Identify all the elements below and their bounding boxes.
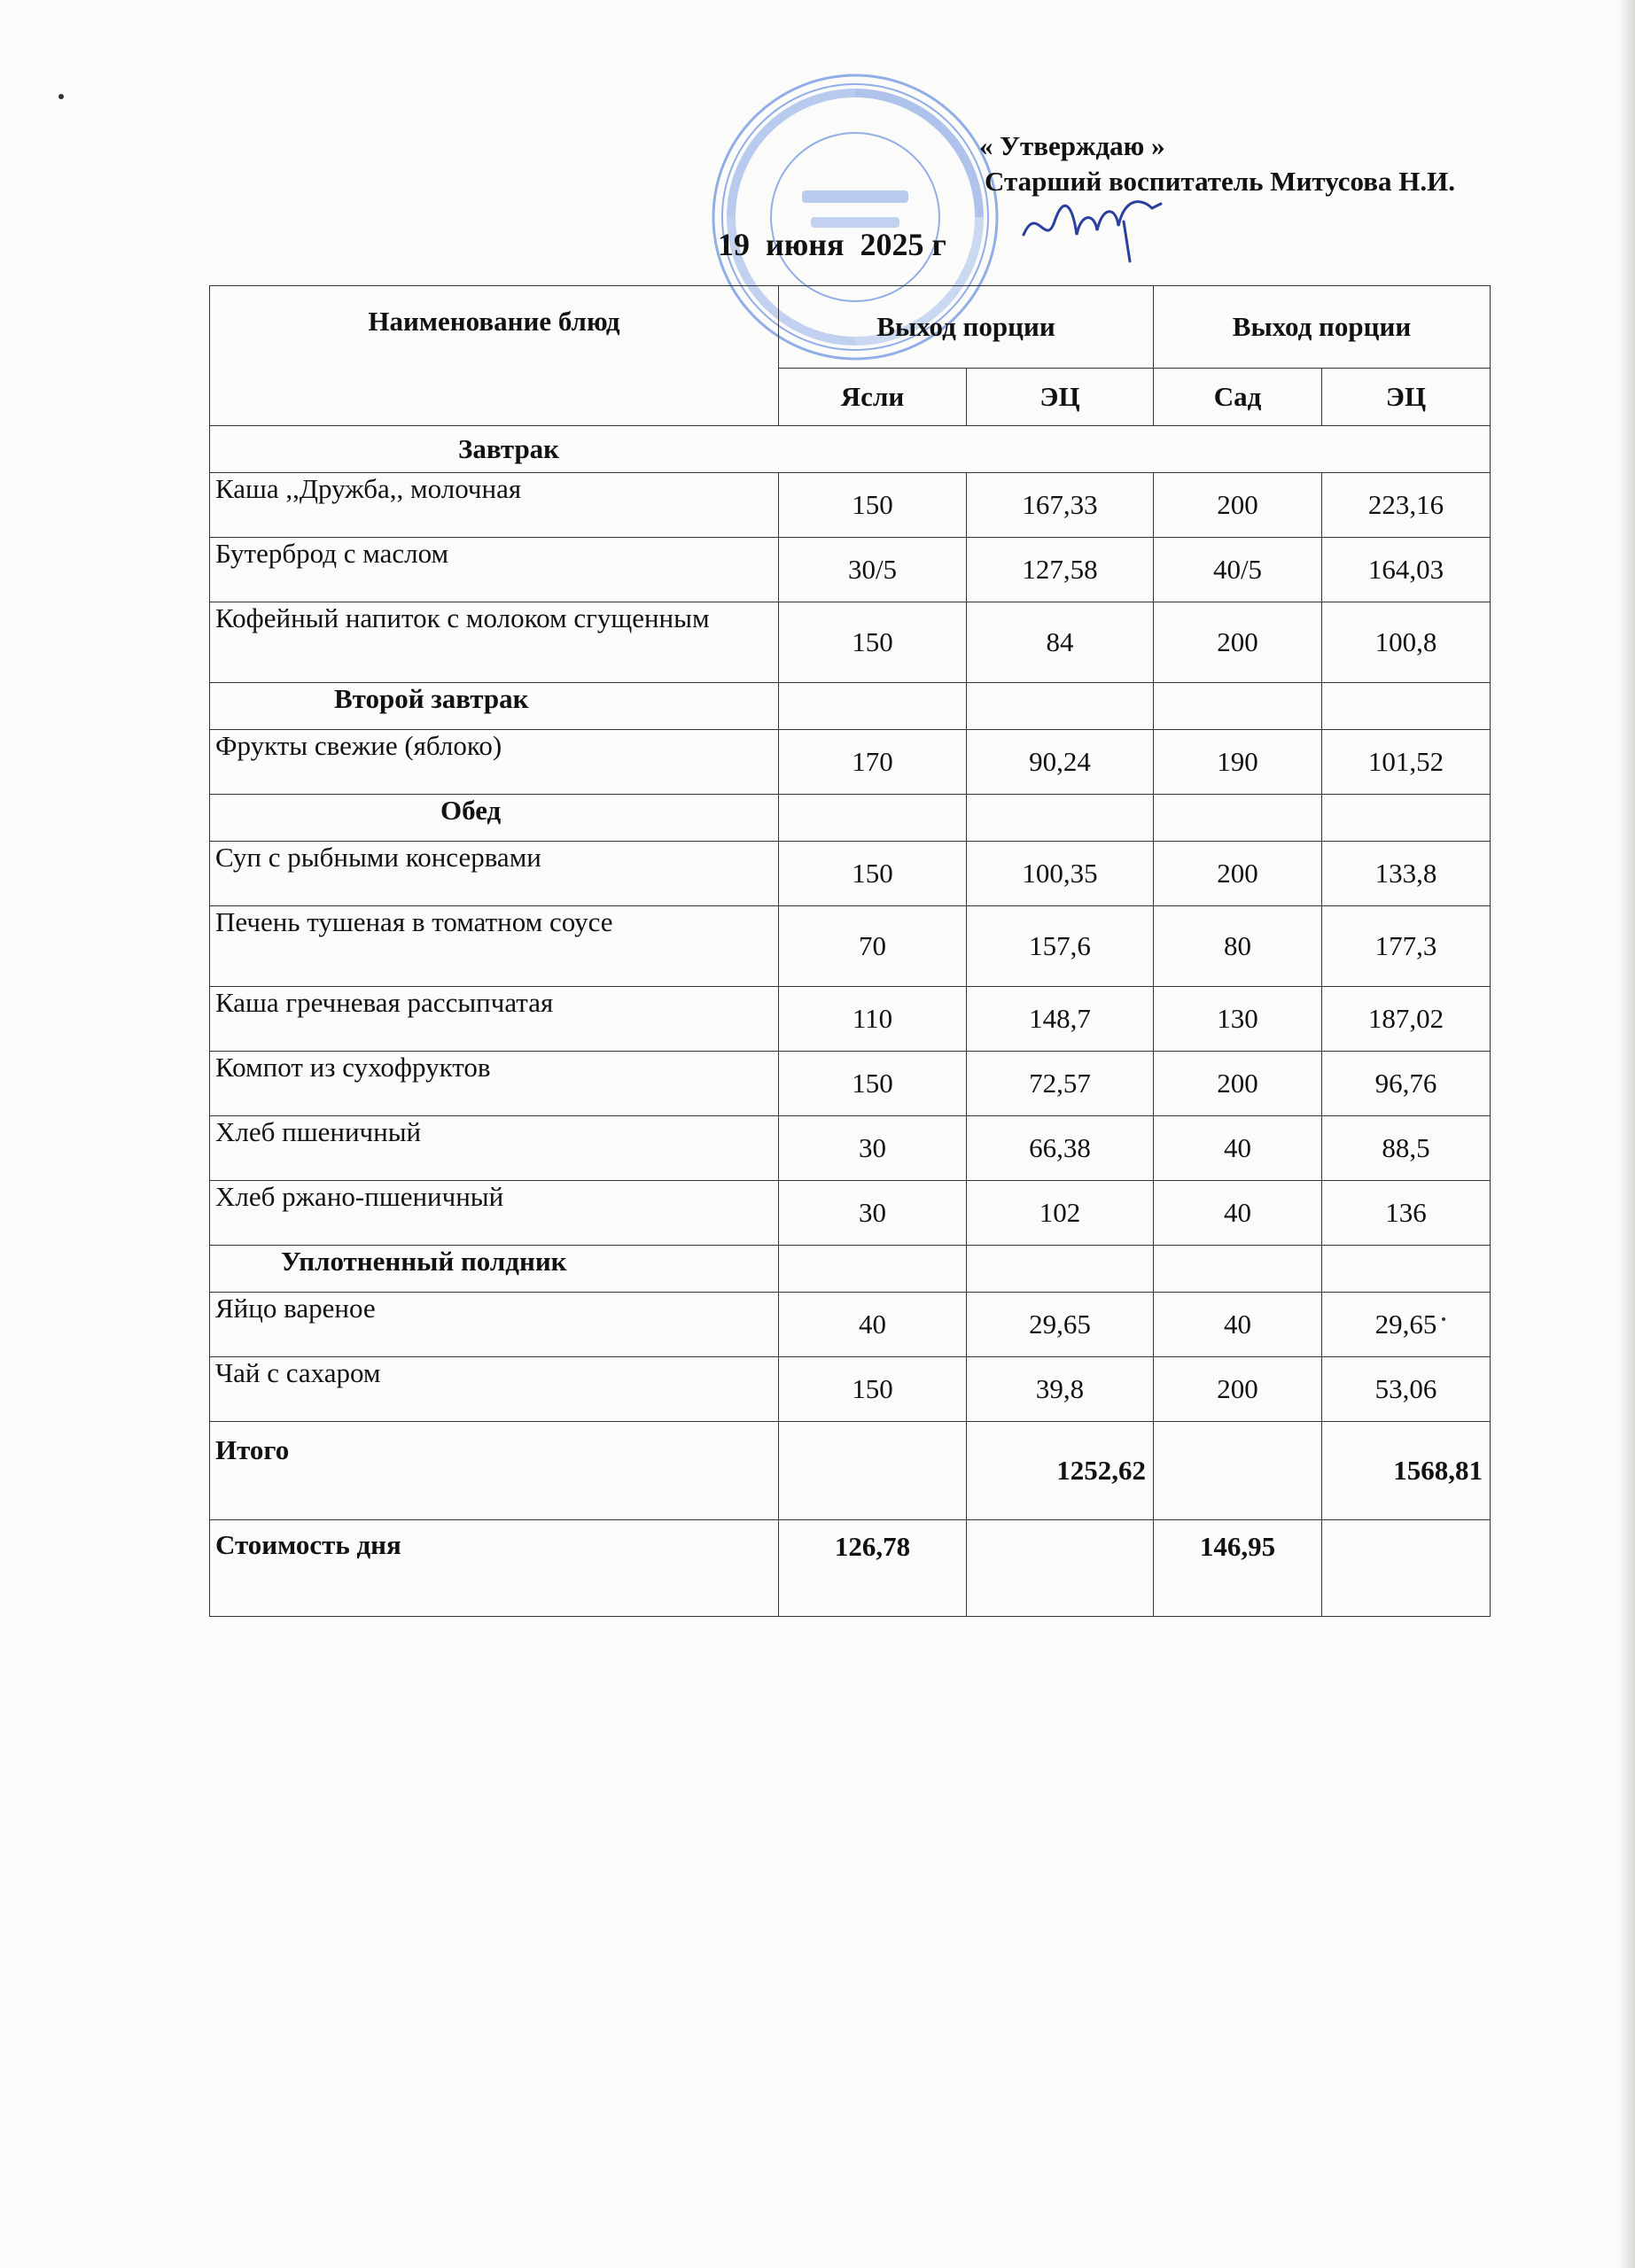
sad-portion: 130 — [1154, 987, 1322, 1052]
table-row — [210, 538, 1491, 602]
total-yasli-energy: 1252,62 — [967, 1422, 1154, 1520]
sad-energy: 29,65 — [1322, 1293, 1491, 1357]
yasli-energy: 29,65 — [967, 1293, 1154, 1357]
subheader-sad: Сад — [1154, 369, 1322, 426]
yasli-portion: 150 — [779, 842, 967, 906]
sad-portion: 200 — [1154, 602, 1322, 683]
subheader-yasli: Ясли — [779, 369, 967, 426]
yasli-portion: 70 — [779, 906, 967, 987]
empty-cell — [1322, 1520, 1491, 1617]
table-row — [210, 1181, 1491, 1246]
table-row — [210, 730, 1491, 795]
sad-portion: 200 — [1154, 473, 1322, 538]
table-row — [210, 1116, 1491, 1181]
yasli-portion: 150 — [779, 1052, 967, 1116]
total-row — [210, 1422, 1491, 1520]
empty-cell — [779, 795, 967, 842]
yasli-energy: 148,7 — [967, 987, 1154, 1052]
yasli-energy: 39,8 — [967, 1357, 1154, 1422]
dish-name: Компот из сухофруктов — [210, 1052, 779, 1116]
cost-label: Стоимость дня — [210, 1520, 779, 1617]
subheader-ec-1: ЭЦ — [967, 369, 1154, 426]
yasli-portion: 30/5 — [779, 538, 967, 602]
approval-block — [979, 128, 1455, 199]
scan-speck — [58, 94, 64, 99]
section-lunch: Обед — [210, 795, 779, 842]
empty-cell — [967, 1520, 1154, 1617]
sad-energy: 100,8 — [1322, 602, 1491, 683]
empty-cell — [1322, 795, 1491, 842]
section-row — [210, 1246, 1491, 1293]
section-row — [210, 683, 1491, 730]
empty-cell — [1154, 795, 1322, 842]
empty-cell — [1322, 1246, 1491, 1293]
sad-energy: 88,5 — [1322, 1116, 1491, 1181]
empty-cell — [779, 1422, 967, 1520]
dish-name: Суп с рыбными консервами — [210, 842, 779, 906]
yasli-energy: 66,38 — [967, 1116, 1154, 1181]
yasli-energy: 90,24 — [967, 730, 1154, 795]
dish-name: Печень тушеная в томатном соусе — [210, 906, 779, 987]
sad-energy: 223,16 — [1322, 473, 1491, 538]
yasli-portion: 30 — [779, 1116, 967, 1181]
sad-energy: 187,02 — [1322, 987, 1491, 1052]
table-row — [210, 906, 1491, 987]
yasli-portion: 40 — [779, 1293, 967, 1357]
yasli-portion: 30 — [779, 1181, 967, 1246]
header-portion-nursery: Выход порции — [779, 286, 1154, 369]
empty-cell — [779, 683, 967, 730]
table-row — [210, 473, 1491, 538]
yasli-energy: 100,35 — [967, 842, 1154, 906]
yasli-portion: 170 — [779, 730, 967, 795]
subheader-ec-2: ЭЦ — [1322, 369, 1491, 426]
yasli-energy: 84 — [967, 602, 1154, 683]
dish-name: Бутерброд с маслом — [210, 538, 779, 602]
section-snack: Уплотненный полдник — [210, 1246, 779, 1293]
empty-cell — [1154, 1422, 1322, 1520]
table-row — [210, 1052, 1491, 1116]
sad-portion: 40/5 — [1154, 538, 1322, 602]
total-sad-energy: 1568,81 — [1322, 1422, 1491, 1520]
sad-energy: 133,8 — [1322, 842, 1491, 906]
menu-table — [209, 285, 1491, 1617]
approval-title: « Утверждаю » — [979, 130, 1165, 161]
dish-name: Каша ,,Дружба,, молочная — [210, 473, 779, 538]
empty-cell — [967, 795, 1154, 842]
approval-signer: Старший воспитатель Митусова Н.И. — [985, 166, 1455, 197]
yasli-portion: 150 — [779, 602, 967, 683]
header-dish-name: Наименование блюд — [210, 286, 779, 426]
table-row — [210, 842, 1491, 906]
empty-cell — [1154, 1246, 1322, 1293]
empty-cell — [1154, 683, 1322, 730]
table-row — [210, 1293, 1491, 1357]
sad-energy: 177,3 — [1322, 906, 1491, 987]
sad-energy: 101,52 — [1322, 730, 1491, 795]
yasli-energy: 127,58 — [967, 538, 1154, 602]
yasli-energy: 102 — [967, 1181, 1154, 1246]
yasli-portion: 110 — [779, 987, 967, 1052]
empty-cell — [967, 683, 1154, 730]
table-row — [210, 602, 1491, 683]
yasli-energy: 167,33 — [967, 473, 1154, 538]
sad-portion: 40 — [1154, 1181, 1322, 1246]
sad-energy: 53,06 — [1322, 1357, 1491, 1422]
dish-name: Фрукты свежие (яблоко) — [210, 730, 779, 795]
page-edge-shadow — [1619, 0, 1635, 2268]
dish-name: Каша гречневая рассыпчатая — [210, 987, 779, 1052]
document-date: 19 июня 2025 г — [718, 227, 946, 262]
sad-energy: 96,76 — [1322, 1052, 1491, 1116]
table-row — [210, 1357, 1491, 1422]
empty-cell — [1322, 683, 1491, 730]
cost-sad: 146,95 — [1154, 1520, 1322, 1617]
sad-energy: 164,03 — [1322, 538, 1491, 602]
dish-name: Яйцо вареное — [210, 1293, 779, 1357]
yasli-portion: 150 — [779, 1357, 967, 1422]
empty-cell — [779, 1246, 967, 1293]
header-portion-kindergarten: Выход порции — [1154, 286, 1491, 369]
sad-portion: 40 — [1154, 1293, 1322, 1357]
header-row — [210, 286, 1491, 369]
sad-portion: 200 — [1154, 1052, 1322, 1116]
yasli-portion: 150 — [779, 473, 967, 538]
yasli-energy: 72,57 — [967, 1052, 1154, 1116]
table-row — [210, 987, 1491, 1052]
sad-energy: 136 — [1322, 1181, 1491, 1246]
section-second-breakfast: Второй завтрак — [210, 683, 779, 730]
sad-portion: 200 — [1154, 842, 1322, 906]
dish-name: Кофейный напиток с молоком сгущенным — [210, 602, 779, 683]
dish-name: Чай с сахаром — [210, 1357, 779, 1422]
yasli-energy: 157,6 — [967, 906, 1154, 987]
cost-row — [210, 1520, 1491, 1617]
section-row — [210, 795, 1491, 842]
dish-name: Хлеб пшеничный — [210, 1116, 779, 1181]
total-label: Итого — [210, 1422, 779, 1520]
dish-name: Хлеб ржано-пшеничный — [210, 1181, 779, 1246]
cost-yasli: 126,78 — [779, 1520, 967, 1617]
sad-portion: 40 — [1154, 1116, 1322, 1181]
empty-cell — [967, 1246, 1154, 1293]
sad-portion: 190 — [1154, 730, 1322, 795]
sad-portion: 200 — [1154, 1357, 1322, 1422]
section-row — [210, 426, 1491, 473]
sad-portion: 80 — [1154, 906, 1322, 987]
section-breakfast: Завтрак — [210, 426, 1491, 473]
